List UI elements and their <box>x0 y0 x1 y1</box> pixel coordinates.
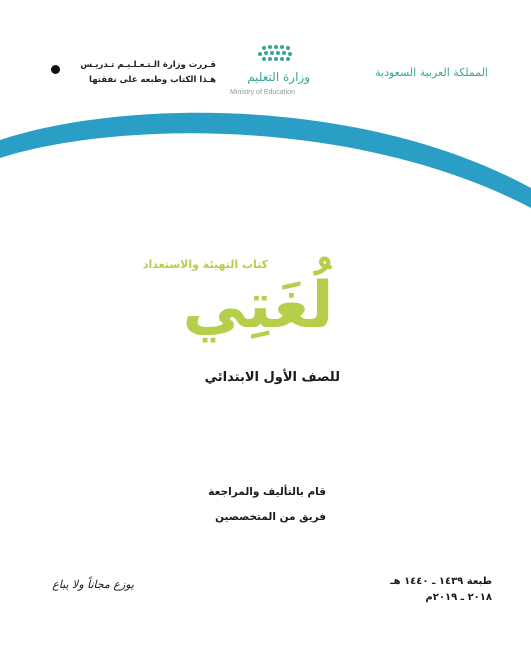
edition-gregorian: ٢٠١٨ ـ ٢٠١٩م <box>425 592 492 603</box>
ministry-name-english: Ministry of Education <box>230 89 295 96</box>
credit-line-2: فريق من المتخصصين <box>215 511 326 523</box>
ministry-name-arabic: وزارة التعليم <box>247 70 310 84</box>
kingdom-label: المملكة العربية السعودية <box>375 66 488 79</box>
decree-text <box>78 58 216 88</box>
edition-hijri: طبعة ١٤٣٩ ـ ١٤٤٠ هـ <box>390 576 492 587</box>
book-title: لُغَتِي <box>182 269 334 343</box>
decree-line-1: قـررت وزارة الـتـعـلـيـم تـدريـس <box>80 60 216 70</box>
decree-line-2: هـذا الكتاب وطبعه على نفقتها <box>89 75 216 85</box>
grade-label: للصف الأول الابتدائي <box>204 370 340 385</box>
distribution-note: يوزع مجاناً ولا يباع <box>52 578 134 591</box>
bullet-dot-icon <box>51 65 60 74</box>
credit-line-1: قام بالتأليف والمراجعة <box>208 486 326 498</box>
series-label: كتاب التهيئة والاستعداد <box>142 258 268 271</box>
blue-arc-decoration <box>0 100 531 210</box>
